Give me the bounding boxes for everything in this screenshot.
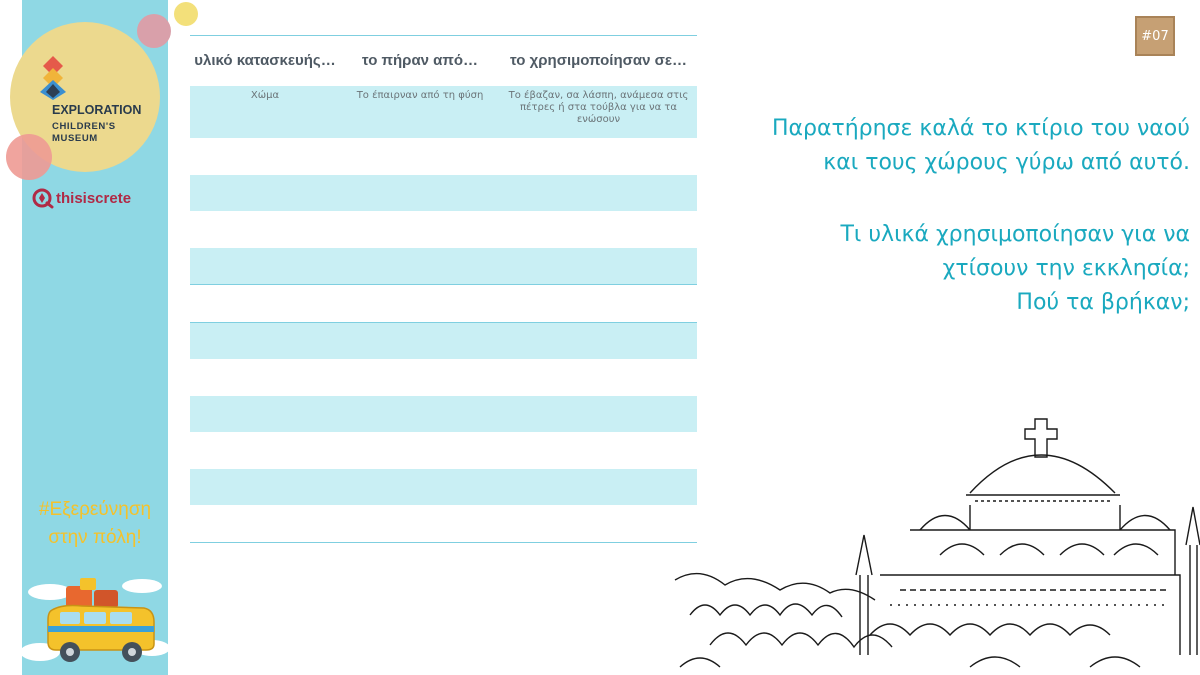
compass-q-icon [32, 187, 54, 209]
table-row [190, 469, 697, 506]
table-cell[interactable] [500, 359, 697, 396]
table-cell[interactable] [190, 322, 340, 359]
table-cell[interactable] [340, 469, 500, 506]
table-cell[interactable] [190, 432, 340, 469]
instruction-line: και τους χώρους γύρω από αυτό. [823, 150, 1190, 175]
hashtag-line-1: #Εξερεύνηση [38, 499, 152, 520]
instruction-paragraph-2 [840, 218, 1190, 320]
table-cell[interactable]: Το έβαζαν, σα λάσπη, ανάμεσα στις πέτρες ή στα τούβλα για να τα ενώσουν [500, 86, 697, 138]
hashtag-text [22, 496, 168, 552]
table-row [190, 396, 697, 433]
table-row [190, 248, 697, 285]
table-cell[interactable] [190, 469, 340, 506]
table-cell[interactable] [190, 505, 340, 542]
logo-subtitle-2: MUSEUM [52, 133, 98, 144]
table-cell[interactable] [500, 505, 697, 542]
table-cell[interactable] [340, 396, 500, 433]
instruction-line: χτίσουν την εκκλησία; [942, 256, 1190, 281]
table-row [190, 175, 697, 212]
table-row [190, 86, 697, 138]
logo-title: EXPLORATION [52, 103, 142, 117]
table-cell[interactable] [500, 211, 697, 248]
table-row [190, 432, 697, 469]
badge-text: #07 [1141, 28, 1169, 44]
table-cell[interactable] [340, 285, 500, 323]
table-cell[interactable] [190, 138, 340, 175]
table-cell[interactable]: Χώμα [190, 86, 340, 138]
table-cell[interactable] [340, 432, 500, 469]
table-cell[interactable] [500, 175, 697, 212]
materials-table [190, 35, 697, 543]
table-cell[interactable] [500, 432, 697, 469]
table-row [190, 211, 697, 248]
table-row [190, 359, 697, 396]
activity-number-badge [1135, 16, 1175, 56]
decor-circle-pink [137, 14, 171, 48]
bus-illustration [22, 570, 168, 670]
table-cell[interactable] [500, 248, 697, 285]
table-cell[interactable] [340, 175, 500, 212]
thisiscrete-logo [32, 186, 131, 210]
table-cell[interactable] [190, 175, 340, 212]
table-cell[interactable] [340, 248, 500, 285]
table-cell[interactable] [190, 248, 340, 285]
instruction-line: Πού τα βρήκαν; [1016, 290, 1190, 315]
table-row [190, 285, 697, 323]
table-cell[interactable] [340, 505, 500, 542]
table-cell[interactable] [190, 285, 340, 323]
table-cell[interactable] [500, 396, 697, 433]
table-cell[interactable] [340, 359, 500, 396]
hashtag-line-2: στην πόλη! [48, 527, 142, 548]
table-row [190, 138, 697, 175]
table-cell[interactable] [340, 211, 500, 248]
table-cell[interactable] [190, 211, 340, 248]
table-cell[interactable] [190, 396, 340, 433]
logo-subtitle: CHILDREN'S [52, 121, 116, 132]
table-row [190, 505, 697, 542]
brand-name: thisiscrete [56, 189, 132, 207]
decor-circle-yellow [174, 2, 198, 26]
header-material: υλικό κατασκευής… [194, 52, 336, 69]
table-cell[interactable] [500, 138, 697, 175]
instruction-paragraph-1 [772, 112, 1190, 180]
table-cell[interactable]: Το έπαιρναν από τη φύση [340, 86, 500, 138]
table-cell[interactable] [340, 322, 500, 359]
decor-circle-rose [6, 134, 52, 180]
table-cell[interactable] [340, 138, 500, 175]
table-cell[interactable] [500, 285, 697, 323]
table-cell[interactable] [500, 322, 697, 359]
table-row [190, 322, 697, 359]
church-line-drawing [670, 405, 1200, 675]
table-cell[interactable] [500, 469, 697, 506]
museum-logo-icon [36, 54, 70, 100]
table-header-row [190, 36, 697, 87]
instruction-line: Τι υλικά χρησιμοποίησαν για να [840, 222, 1190, 247]
table-cell[interactable] [190, 359, 340, 396]
header-source: το πήραν από… [361, 52, 479, 69]
instruction-line: Παρατήρησε καλά το κτίριο του ναού [771, 116, 1190, 141]
header-usage: το χρησιμοποίησαν σε… [510, 52, 687, 69]
